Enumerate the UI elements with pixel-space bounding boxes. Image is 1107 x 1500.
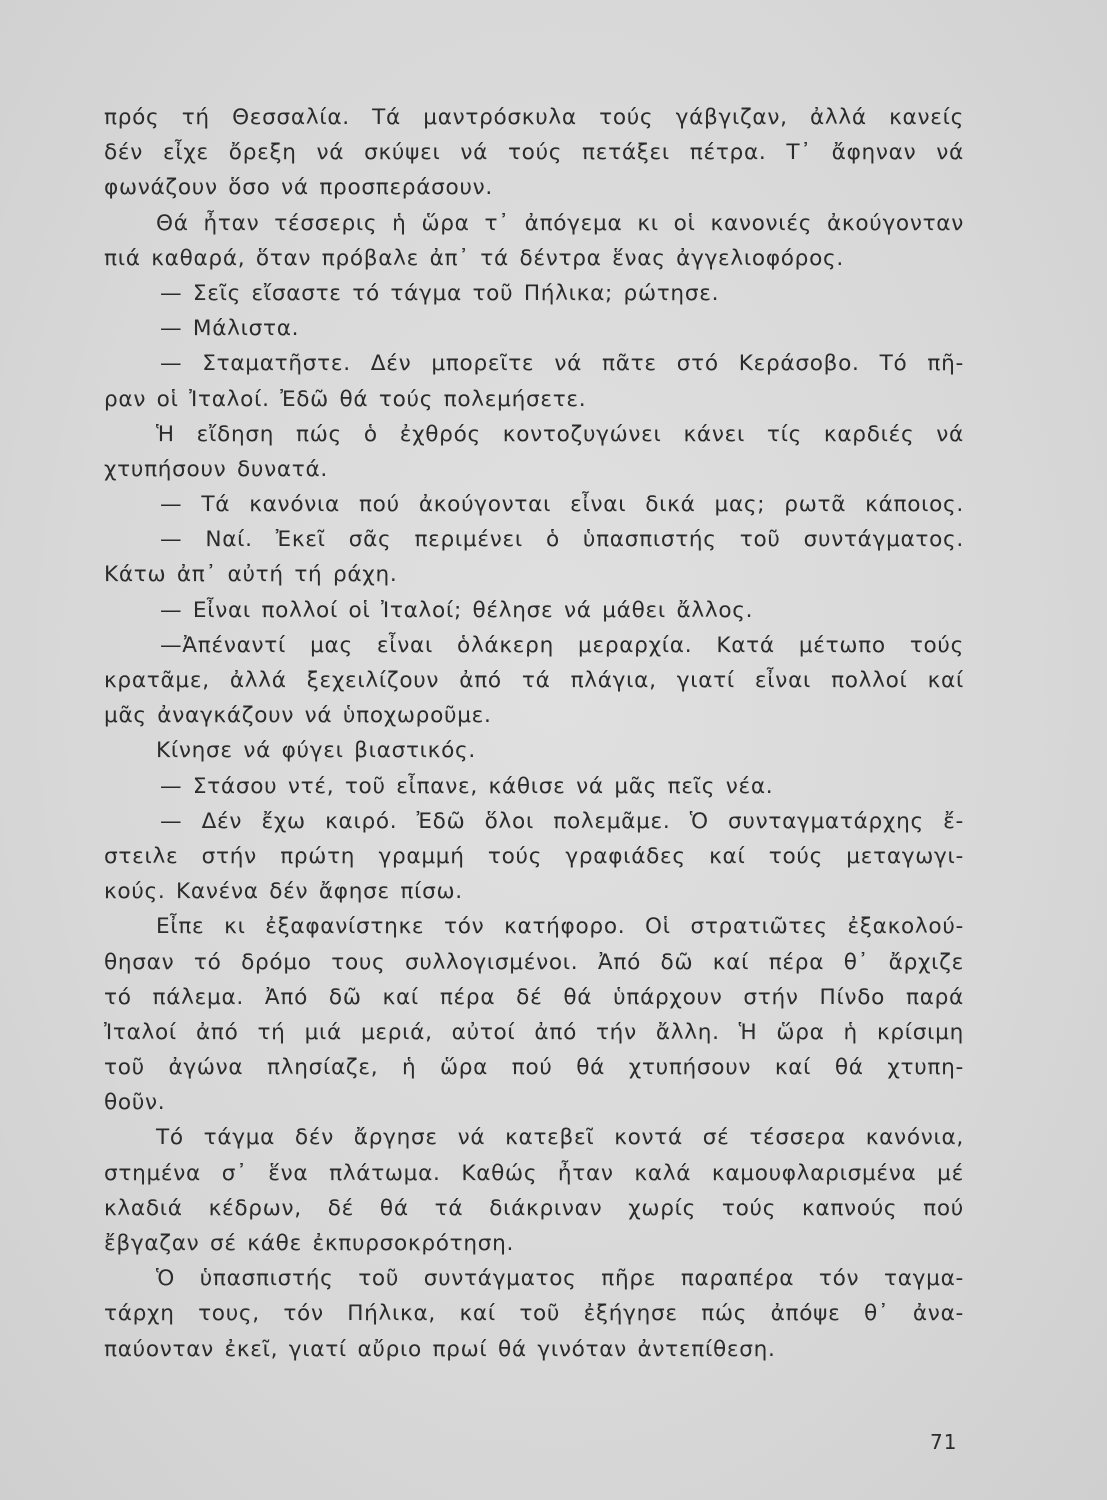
- text-line: θοῦν.: [104, 1090, 166, 1116]
- dialogue-line: — Ναί. Ἐκεῖ σᾶς περιμένει ὁ ὑπασπιστής τοῦ συντάγματος.: [160, 527, 964, 553]
- text-line: στημένα σ᾿ ἕνα πλάτωμα. Καθώς ἦταν καλά καμουφλαρισμένα μέ: [104, 1160, 964, 1186]
- dialogue-line: — Σεῖς εἴσαστε τό τάγμα τοῦ Πήλικα; ρώτησε.: [160, 280, 720, 306]
- text-line: τάρχη τους, τόν Πήλικα, καί τοῦ ἐξήγησε πώς ἀπόψε θ᾿ ἀνα-: [104, 1301, 964, 1327]
- text-line: κούς. Κανένα δέν ἄφησε πίσω.: [104, 879, 463, 905]
- body-text: [104, 100, 964, 1367]
- text-line: Εἶπε κι ἐξαφανίστηκε τόν κατήφορο. Οἱ στρατιῶτες ἐξακολού-: [156, 914, 964, 940]
- text-line: παύονταν ἐκεῖ, γιατί αὔριο πρωί θά γινόταν ἀντεπίθεση.: [104, 1336, 776, 1362]
- dialogue-line: —Ἀπέναντί μας εἶναι ὁλάκερη μεραρχία. Κατά μέτωπο τούς: [160, 632, 964, 658]
- text-line: Κίνησε νά φύγει βιαστικός.: [156, 738, 476, 764]
- dialogue-line: — Μάλιστα.: [160, 316, 300, 342]
- page-number: 71: [930, 1430, 958, 1454]
- dialogue-line: — Δέν ἔχω καιρό. Ἐδῶ ὅλοι πολεμᾶμε. Ὁ συνταγματάρχης ἔ-: [160, 808, 964, 834]
- text-line: πρός τή Θεσσαλία. Τά μαντρόσκυλα τούς γάβγιζαν, ἀλλά κανείς: [104, 105, 964, 130]
- text-line: τοῦ ἀγώνα πλησίαζε, ἡ ὥρα πού θά χτυπήσουν καί θά χτυπη-: [104, 1055, 964, 1081]
- dialogue-line: — Εἶναι πολλοί οἱ Ἰταλοί; θέλησε νά μάθει ἄλλος.: [160, 597, 754, 623]
- text-line: Τό τάγμα δέν ἄργησε νά κατεβεῖ κοντά σέ τέσσερα κανόνια,: [156, 1125, 964, 1151]
- text-line: θησαν τό δρόμο τους συλλογισμένοι. Ἀπό δῶ καί πέρα θ᾿ ἄρχιζε: [104, 949, 964, 975]
- dialogue-line: — Στάσου ντέ, τοῦ εἶπανε, κάθισε νά μᾶς πεῖς νέα.: [160, 773, 774, 799]
- text-line: φωνάζουν ὅσο νά προσπεράσουν.: [104, 175, 493, 201]
- text-line: τό πάλεμα. Ἀπό δῶ καί πέρα δέ θά ὑπάρχουν στήν Πίνδο παρά: [104, 984, 964, 1010]
- text-line: Ὁ ὑπασπιστής τοῦ συντάγματος πῆρε παραπέρα τόν ταγμα-: [156, 1266, 964, 1292]
- dialogue-line: — Τά κανόνια πού ἀκούγονται εἶναι δικά μας; ρωτᾶ κάποιος.: [160, 492, 964, 518]
- text-line: μᾶς ἀναγκάζουν νά ὑποχωροῦμε.: [104, 703, 492, 729]
- text-line: Κάτω ἀπ᾿ αὐτή τή ράχη.: [104, 562, 398, 588]
- text-line: ραν οἱ Ἰταλοί. Ἐδῶ θά τούς πολεμήσετε.: [104, 386, 587, 412]
- text-line: Θά ἦταν τέσσερις ἡ ὥρα τ᾿ ἀπόγεμα κι οἱ κανονιές ἀκούγονταν: [156, 210, 964, 236]
- text-line: δέν εἶχε ὄρεξη νά σκύψει νά τούς πετάξει πέτρα. Τ᾿ ἄφηναν νά: [104, 140, 964, 166]
- dialogue-line: — Σταματῆστε. Δέν μπορεῖτε νά πᾶτε στό Κεράσοβο. Τό πῆ-: [160, 351, 964, 377]
- text-line: στειλε στήν πρώτη γραμμή τούς γραφιάδες καί τούς μεταγωγι-: [104, 843, 964, 869]
- text-line: χτυπήσουν δυνατά.: [104, 456, 328, 482]
- text-line: Ἰταλοί ἀπό τή μιά μεριά, αὐτοί ἀπό τήν ἄλλη. Ἡ ὥρα ἡ κρίσιμη: [104, 1019, 964, 1045]
- text-line: κρατᾶμε, ἀλλά ξεχειλίζουν ἀπό τά πλάγια, γιατί εἶναι πολλοί καί: [104, 668, 964, 693]
- text-line: Ἡ εἴδηση πώς ὁ ἐχθρός κοντοζυγώνει κάνει τίς καρδιές νά: [156, 421, 964, 447]
- text-line: ἔβγαζαν σέ κάθε ἐκπυρσοκρότηση.: [104, 1231, 515, 1256]
- text-line: κλαδιά κέδρων, δέ θά τά διάκριναν χωρίς τούς καπνούς πού: [104, 1195, 964, 1221]
- text-line: πιά καθαρά, ὅταν πρόβαλε ἀπ᾿ τά δέντρα ἕνας ἀγγελιοφόρος.: [104, 245, 844, 271]
